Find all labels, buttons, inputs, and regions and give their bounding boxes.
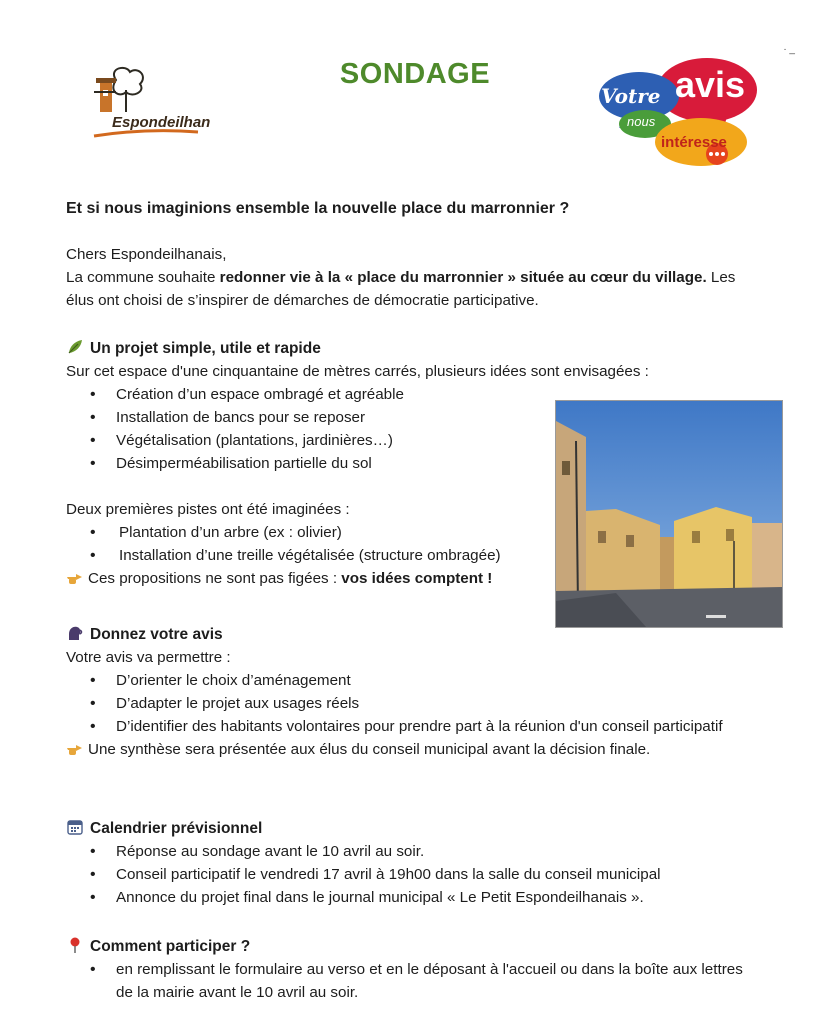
espondeilhan-logo: [86, 62, 216, 152]
intro-paragraph: [66, 243, 756, 312]
corner-mark: · _: [783, 44, 795, 55]
logo-word-votre: Votre: [601, 84, 661, 108]
intro-text-start: La commune souhaite: [66, 269, 220, 286]
projet-note-bold: vos idées comptent !: [341, 570, 493, 587]
intro-text: [66, 266, 756, 312]
main-question: Et si nous imaginions ensemble la nouvelle place du marronnier ?: [66, 200, 570, 217]
heading-participer-text: Comment participer ?: [90, 938, 251, 955]
section-heading-calendrier: [66, 817, 766, 840]
list-item: • Installation de bancs pour se reposer: [66, 406, 766, 429]
participer-list: [66, 958, 766, 1004]
intro-text-end: Les élus ont choisi de s’inspirer de démarches de démocratie participative.: [66, 269, 736, 309]
projet-note-start: Ces propositions ne sont pas figées :: [88, 570, 342, 587]
pin-icon: [66, 936, 84, 954]
speaking-head-icon: [66, 624, 84, 642]
list-item: • Plantation d’un arbre (ex : olivier): [66, 521, 766, 544]
list-item: • en remplissant le formulaire au verso et en le déposant à l'accueil ou dans la boîte aux lettres de la mairie avant le 10 avril au soir.: [66, 958, 766, 1004]
votre-avis-logo: [595, 52, 765, 172]
list-item: • Réponse au sondage avant le 10 avril au soir.: [66, 840, 766, 863]
heading-calendrier-text: Calendrier prévisionnel: [90, 820, 263, 837]
pistes-lead: Deux premières pistes ont été imaginées :: [66, 501, 350, 518]
list-item: • Annonce du projet final dans le journal municipal « Le Petit Espondeilhanais ».: [66, 886, 766, 909]
projet-lead: Sur cet espace d'une cinquantaine de mètres carrés, plusieurs idées sont envisagées :: [66, 363, 649, 380]
section-heading-avis: [66, 623, 766, 646]
list-item: • D’adapter le projet aux usages réels: [66, 692, 766, 715]
avis-lead: Votre avis va permettre :: [66, 649, 231, 666]
avis-list: [66, 669, 766, 738]
village-logo-icon: [86, 62, 216, 152]
logo-word-avis: avis: [675, 64, 746, 105]
list-item: • Végétalisation (plantations, jardinières…): [66, 429, 766, 452]
pointing-hand-icon: [66, 568, 84, 586]
list-item: • Installation d’une treille végétalisée (structure ombragée): [66, 544, 766, 567]
section-participer: [66, 935, 766, 1004]
calendrier-list: [66, 840, 766, 909]
list-item: • Création d’un espace ombragé et agréable: [66, 383, 766, 406]
page-title: SONDAGE: [339, 58, 491, 90]
section-calendrier: [66, 817, 766, 909]
logo-word-nous: nous: [627, 114, 656, 129]
greeting: Chers Espondeilhanais,: [66, 246, 227, 263]
calendar-icon: [66, 818, 84, 836]
list-item: • D’identifier des habitants volontaires pour prendre part à la réunion d'un conseil participatif: [66, 715, 766, 738]
pointing-hand-icon: [66, 739, 84, 757]
intro-text-bold: redonner vie à la « place du marronnier » située au cœur du village.: [219, 269, 707, 286]
list-item: • Conseil participatif le vendredi 17 avril à 19h00 dans la salle du conseil municipal: [66, 863, 766, 886]
village-square-photo: [556, 401, 782, 627]
section-avis: [66, 623, 766, 761]
avis-note-text: Une synthèse sera présentée aux élus du conseil municipal avant la décision finale.: [88, 741, 651, 758]
place-photo: [555, 400, 783, 628]
section-heading-projet: [66, 337, 766, 360]
section-heading-participer: [66, 935, 766, 958]
logo-left-text: Espondeilhan: [112, 114, 211, 131]
list-item: • Désimperméabilisation partielle du sol: [66, 452, 766, 475]
logo-word-interesse: intéresse: [661, 134, 727, 151]
leaf-icon: [66, 338, 84, 356]
heading-projet-text: Un projet simple, utile et rapide: [90, 340, 321, 357]
list-item: • D’orienter le choix d’aménagement: [66, 669, 766, 692]
avis-note: [66, 738, 766, 761]
heading-avis-text: Donnez votre avis: [90, 626, 223, 643]
